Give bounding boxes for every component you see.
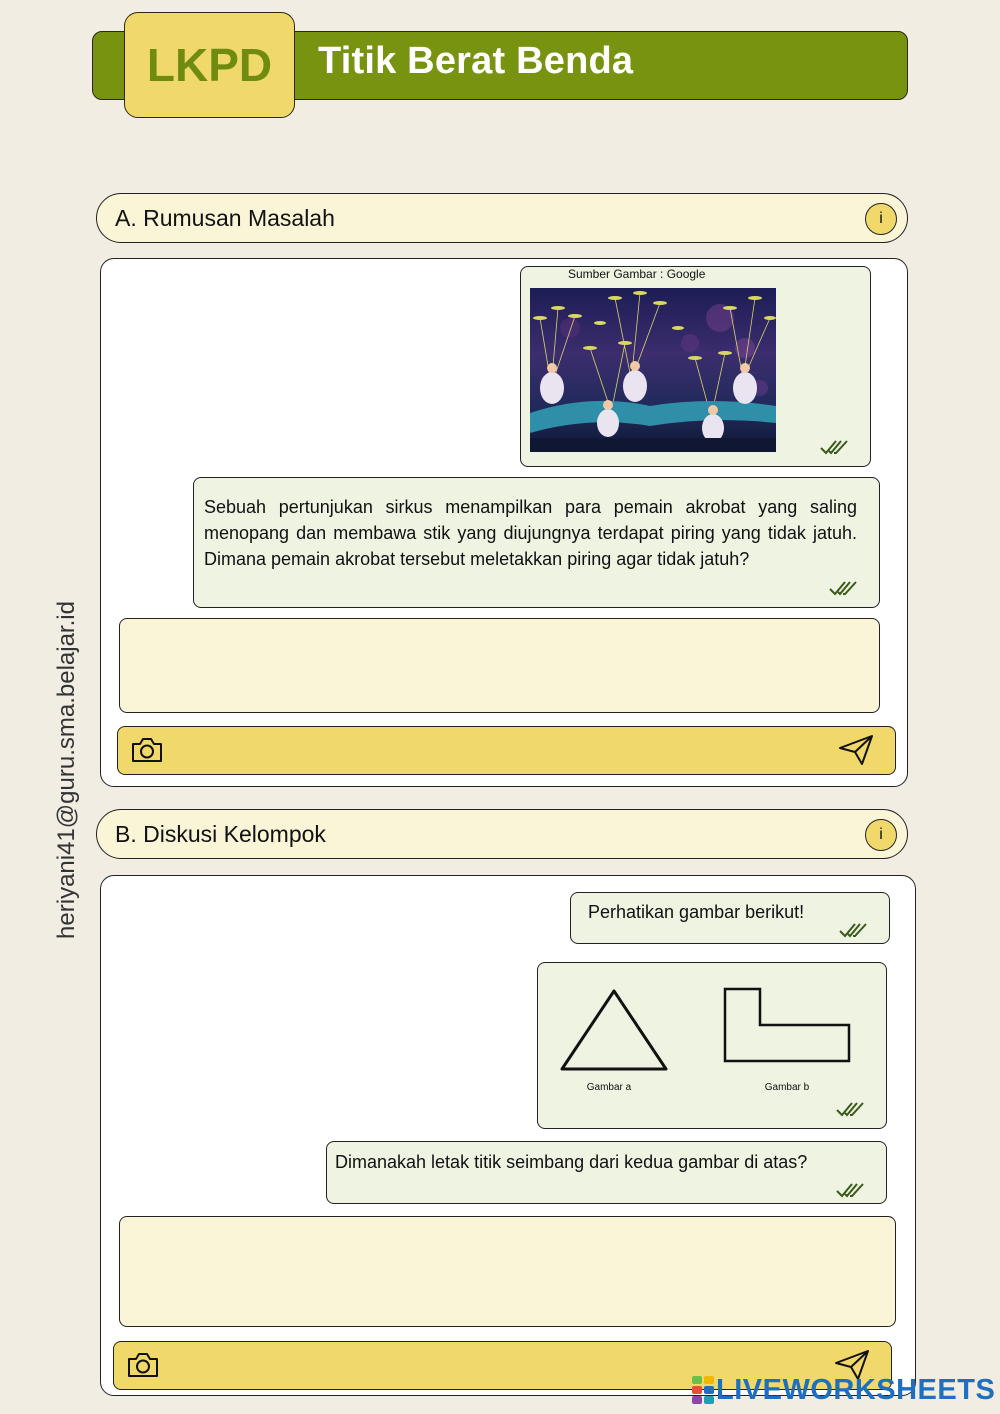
lkpd-badge: LKPD [124, 12, 295, 118]
message-toolbar-a [117, 726, 896, 775]
acrobat-illustration [530, 288, 776, 452]
caption-gambar-a: Gambar a [586, 1082, 632, 1093]
section-b-header [96, 809, 908, 859]
info-icon[interactable]: i [865, 819, 897, 851]
question-b-text: Dimanakah letak titik seimbang dari kedua gambar di atas? [335, 1152, 808, 1172]
double-check-icon [829, 579, 859, 597]
answer-input-b[interactable] [119, 1216, 896, 1327]
liveworksheets-brand: LIVEWORKSHEETS [716, 1373, 996, 1406]
double-check-icon [836, 1181, 866, 1199]
question-b-message-bubble [326, 1141, 887, 1204]
camera-icon[interactable] [126, 1351, 160, 1379]
question-text: Sebuah pertunjukan sirkus menampilkan para pemain akrobat yang saling menopang dan membawa stik yang diujungnya terdapat piring yang tidak jatuh. Dimana pemain akrobat tersebut meletakkan piring agar tidak jatuh? [204, 497, 857, 569]
shapes-message-bubble [537, 962, 887, 1129]
page-title: Titik Berat Benda [318, 40, 634, 82]
triangle-shape [558, 987, 670, 1073]
answer-input-a[interactable] [119, 618, 880, 713]
author-email: heriyani41@guru.sma.belajar.id [53, 601, 80, 939]
l-shape [721, 985, 853, 1067]
send-icon[interactable] [838, 734, 874, 766]
question-message-bubble [193, 477, 880, 608]
double-check-icon [839, 921, 869, 939]
double-check-icon [836, 1100, 866, 1118]
liveworksheets-logo[interactable] [692, 1372, 995, 1408]
info-icon[interactable]: i [865, 203, 897, 235]
double-check-icon [820, 438, 850, 456]
liveworksheets-logo-icon [692, 1376, 716, 1404]
image-source-caption: Sumber Gambar : Google [568, 267, 706, 281]
acrobat-photo [530, 288, 776, 452]
camera-icon[interactable] [130, 736, 164, 764]
instruction-text: Perhatikan gambar berikut! [588, 902, 805, 922]
section-a-header [96, 193, 908, 243]
section-b-title: B. Diskusi Kelompok [115, 820, 326, 847]
caption-gambar-b: Gambar b [764, 1082, 810, 1093]
section-a-title: A. Rumusan Masalah [115, 204, 335, 231]
instruction-message-bubble [570, 892, 890, 944]
